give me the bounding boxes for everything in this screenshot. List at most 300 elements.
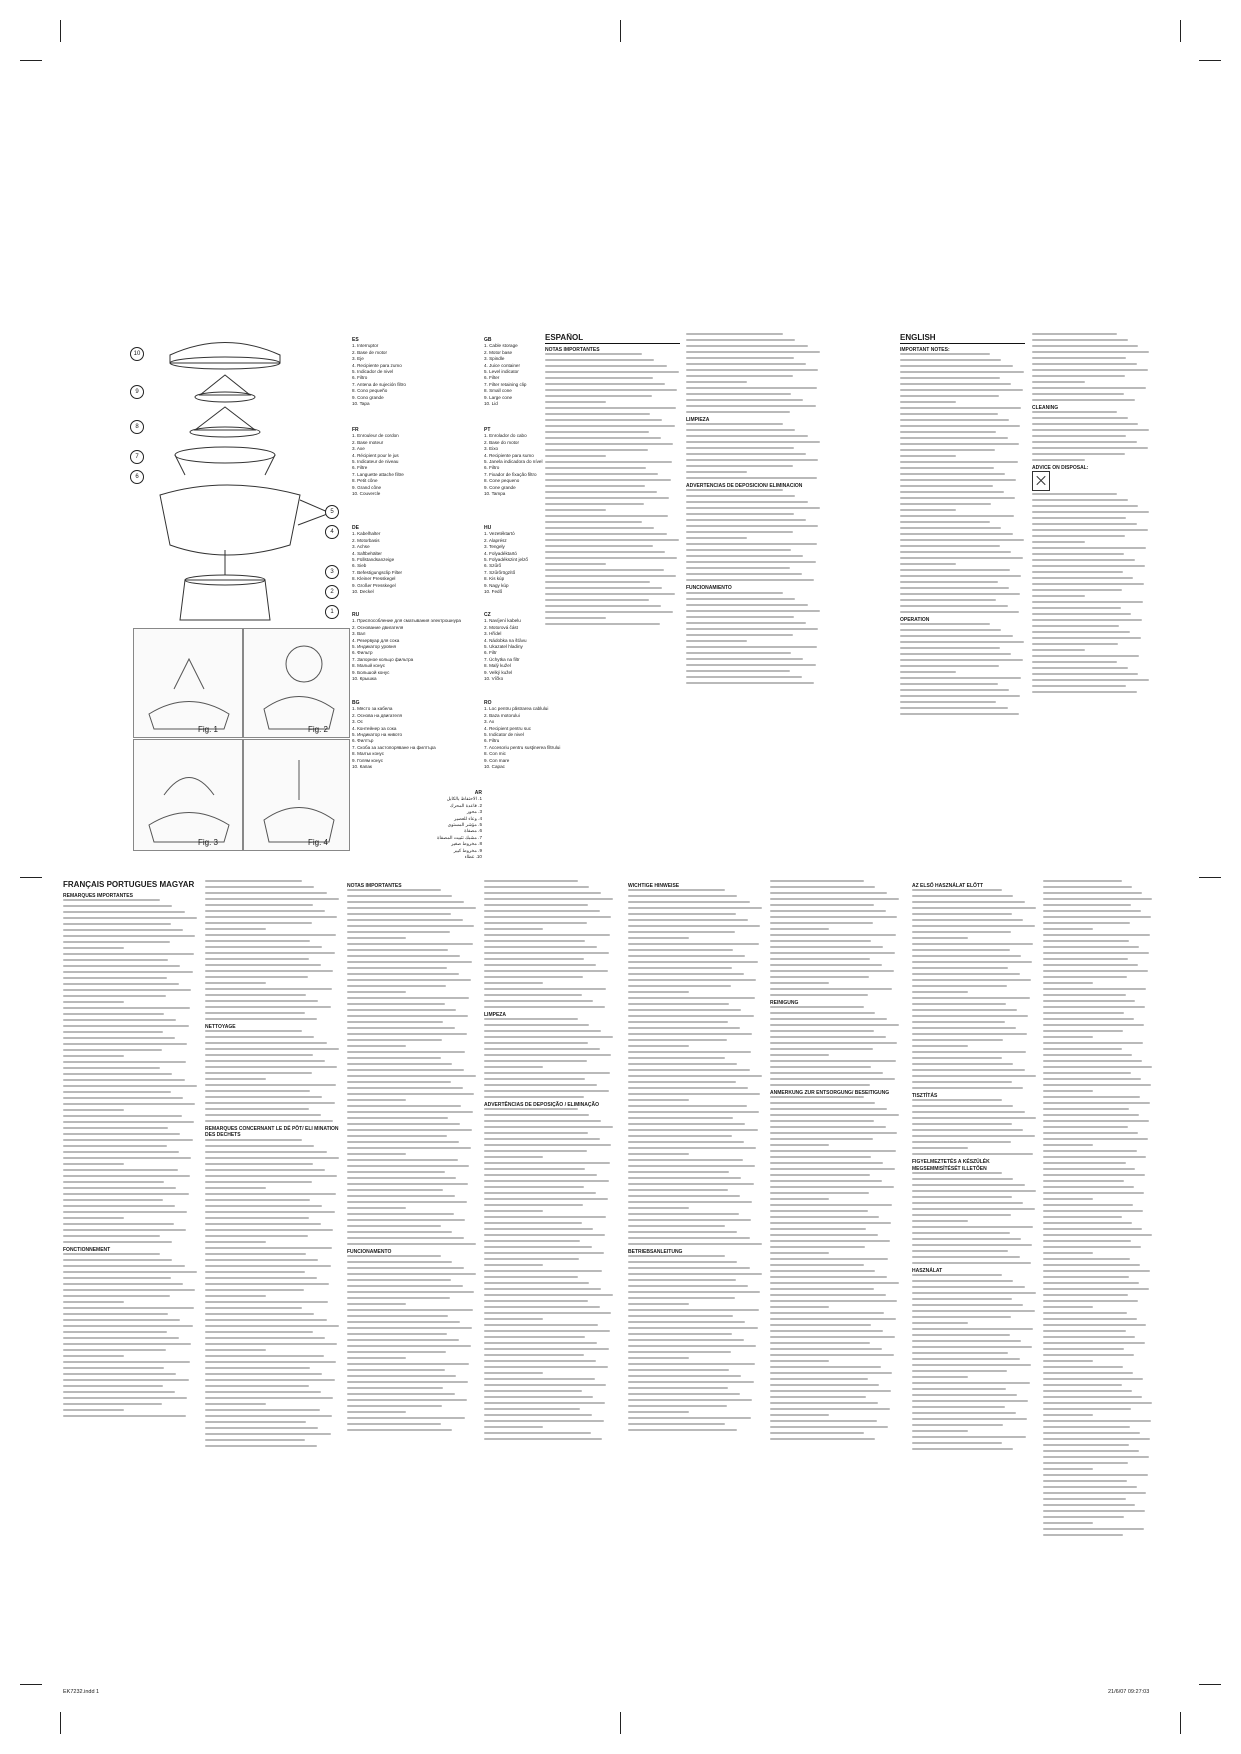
- body-text-line: [1043, 952, 1149, 954]
- body-text-line: [1043, 1102, 1150, 1104]
- body-text-line: [205, 988, 332, 990]
- body-text-line: [205, 1385, 309, 1387]
- subheading: FUNCIONAMENTO: [347, 1249, 392, 1256]
- body-text-line: [484, 1312, 611, 1314]
- body-text-line: [63, 1355, 124, 1357]
- body-text-line: [628, 1075, 762, 1077]
- body-text-line: [770, 1270, 875, 1272]
- body-text-line: [545, 527, 654, 529]
- body-text-line: [770, 922, 873, 924]
- body-text-line: [545, 605, 661, 607]
- body-text-line: [1043, 1534, 1123, 1536]
- parts-list-item: 8. Kis kúp: [484, 576, 505, 582]
- body-text-line: [900, 653, 1011, 655]
- parts-list-item: 5. Janela indicadora do nível: [484, 459, 543, 465]
- body-text-line: [1043, 1294, 1128, 1296]
- body-text-line: [770, 1324, 871, 1326]
- body-text-line: [484, 1234, 605, 1236]
- body-text-line: [63, 911, 185, 913]
- body-text-line: [1043, 1246, 1141, 1248]
- body-text-line: [1032, 601, 1143, 603]
- body-text-line: [900, 365, 1013, 367]
- body-text-line: [1032, 667, 1128, 669]
- parts-list-language-code: HU: [484, 525, 492, 531]
- body-text-line: [205, 922, 312, 924]
- body-text-line: [770, 1006, 864, 1008]
- body-text-line: [63, 1127, 168, 1129]
- body-text-line: [347, 1081, 451, 1083]
- parts-list-item: 10. Tapa: [352, 401, 370, 407]
- section-heading-es: ESPAÑOL: [545, 333, 680, 344]
- body-text-line: [770, 976, 869, 978]
- body-text-line: [1043, 1180, 1124, 1182]
- body-text-line: [63, 1001, 124, 1003]
- body-text-line: [686, 411, 790, 413]
- body-text-line: [900, 689, 1009, 691]
- parts-list-item: 4. Recipiente para zumo: [352, 362, 402, 368]
- body-text-line: [900, 503, 991, 505]
- parts-list-item: 1. Място за кабела: [352, 706, 393, 712]
- body-text-line: [628, 889, 725, 891]
- body-text-line: [484, 1300, 588, 1302]
- body-text-line: [484, 946, 597, 948]
- body-text-line: [63, 935, 195, 937]
- subheading: NETTOYAGE: [205, 1024, 236, 1030]
- portuguese-column-2: [484, 880, 614, 1650]
- body-text-line: [628, 1177, 741, 1179]
- body-text-line: [545, 617, 606, 619]
- body-text-line: [1043, 1528, 1144, 1530]
- body-text-line: [900, 413, 998, 415]
- body-text-line: [347, 1225, 441, 1227]
- body-text-line: [205, 1102, 335, 1104]
- body-text-line: [1032, 679, 1149, 681]
- subheading: REMARQUES CONCERNANT LE DÉ PÔT/ ELI MINATION DES DECHETS: [205, 1126, 339, 1139]
- parts-list-item: 8. Con mic: [484, 751, 506, 757]
- body-text-line: [63, 1091, 171, 1093]
- body-text-line: [1043, 1252, 1093, 1254]
- body-text-line: [205, 1337, 325, 1339]
- body-text-line: [545, 371, 679, 373]
- body-text-line: [484, 1378, 595, 1380]
- body-text-line: [63, 1079, 185, 1081]
- body-text-line: [1043, 1378, 1143, 1380]
- body-text-line: [1043, 1228, 1142, 1230]
- english-column-2: [1032, 333, 1150, 858]
- parts-list-item: 4. Nádobka na šťávu: [484, 637, 527, 643]
- parts-list-item: 9. Cono grande: [352, 394, 384, 400]
- parts-list-item: 9. Großer Presskegel: [352, 582, 396, 588]
- body-text-line: [686, 339, 795, 341]
- body-text-line: [1032, 381, 1085, 383]
- body-text-line: [900, 707, 1008, 709]
- body-text-line: [205, 1415, 332, 1417]
- body-text-line: [1032, 441, 1137, 443]
- body-text-line: [628, 1357, 689, 1359]
- callout-marker: 5: [325, 505, 339, 519]
- body-text-line: [686, 561, 816, 563]
- parts-list-item: 9. Con mare: [484, 757, 510, 763]
- body-text-line: [1043, 1042, 1143, 1044]
- body-text-line: [1032, 339, 1128, 341]
- body-text-line: [63, 1013, 164, 1015]
- body-text-line: [63, 1403, 162, 1405]
- body-text-line: [912, 1141, 1011, 1143]
- body-text-line: [347, 1021, 443, 1023]
- body-text-line: [1043, 1210, 1143, 1212]
- body-text-line: [63, 1049, 162, 1051]
- parts-list-item: 10. Крышка: [352, 676, 377, 682]
- body-text-line: [912, 1105, 1013, 1107]
- body-text-line: [628, 1363, 755, 1365]
- body-text-line: [347, 1219, 465, 1221]
- parts-list-item: 1. Loc pentru păstrarea cablului: [484, 706, 549, 712]
- body-text-line: [770, 1390, 891, 1392]
- body-text-line: [63, 1043, 187, 1045]
- body-text-line: [1043, 1282, 1139, 1284]
- body-text-line: [205, 976, 308, 978]
- section-heading-hu: MAGYAR: [159, 880, 195, 889]
- body-text-line: [484, 892, 601, 894]
- body-text-line: [770, 1192, 869, 1194]
- body-text-line: [900, 665, 999, 667]
- portuguese-column-1: [347, 880, 477, 1650]
- body-text-line: [770, 1204, 892, 1206]
- body-text-line: [686, 423, 783, 425]
- body-text-line: [1043, 1354, 1134, 1356]
- body-text-line: [628, 949, 733, 951]
- body-text-line: [63, 1115, 182, 1117]
- body-text-line: [770, 1234, 878, 1236]
- parts-list-item: 9. Velký kužel: [484, 669, 513, 675]
- body-text-line: [347, 1147, 471, 1149]
- body-text-line: [484, 1174, 597, 1176]
- body-text-line: [770, 1054, 829, 1056]
- body-text-line: [1043, 892, 1142, 894]
- body-text-line: [770, 1312, 884, 1314]
- parts-list-item: 2. Основа на двигателя: [352, 712, 402, 718]
- body-text-line: [770, 1408, 890, 1410]
- body-text-line: [1043, 1270, 1150, 1272]
- body-text-line: [912, 1412, 1016, 1414]
- body-text-line: [628, 1183, 754, 1185]
- parts-list-item: 8. Malý kužel: [484, 663, 511, 669]
- body-text-line: [1032, 369, 1148, 371]
- body-text-line: [912, 1220, 968, 1222]
- parts-list-item: 4. Folyadéktartó: [484, 550, 517, 556]
- body-text-line: [770, 1156, 871, 1158]
- figure-1-photo: [133, 628, 243, 738]
- section-heading-pt: PORTUGUES: [106, 880, 158, 889]
- body-text-line: [912, 913, 1012, 915]
- body-text-line: [770, 1282, 899, 1284]
- body-text-line: [1043, 1006, 1145, 1008]
- body-text-line: [900, 677, 1021, 679]
- body-text-line: [205, 1421, 306, 1423]
- body-text-line: [347, 889, 441, 891]
- body-text-line: [912, 1214, 1011, 1216]
- body-text-line: [900, 359, 1001, 361]
- body-text-line: [1032, 607, 1121, 609]
- body-text-line: [912, 1045, 968, 1047]
- body-text-line: [1043, 1468, 1093, 1470]
- body-text-line: [1032, 399, 1135, 401]
- body-text-line: [205, 1066, 337, 1068]
- body-text-line: [770, 934, 896, 936]
- body-text-line: [912, 1033, 1027, 1035]
- body-text-line: [912, 1226, 1033, 1228]
- body-text-line: [347, 1369, 445, 1371]
- body-text-line: [628, 1003, 729, 1005]
- body-text-line: [545, 623, 660, 625]
- body-text-line: [545, 563, 606, 565]
- body-text-line: [347, 1327, 472, 1329]
- body-text-line: [686, 507, 820, 509]
- body-text-line: [770, 1426, 888, 1428]
- body-text-line: [484, 1144, 611, 1146]
- parts-list-language-code: AR: [474, 790, 482, 796]
- body-text-line: [1032, 505, 1138, 507]
- body-text-line: [347, 961, 472, 963]
- body-text-line: [770, 910, 886, 912]
- parts-list-item: 4. Резервуар для сока: [352, 637, 400, 643]
- body-text-line: [1032, 345, 1138, 347]
- crop-mark: [620, 1712, 621, 1734]
- figure-label: Fig. 1: [198, 725, 219, 734]
- body-text-line: [1043, 976, 1127, 978]
- body-text-line: [1032, 517, 1126, 519]
- body-text-line: [770, 1414, 829, 1416]
- callout-marker: 6: [130, 470, 144, 484]
- parts-list-item: 6. Филтър: [352, 738, 374, 744]
- body-text-line: [205, 1361, 336, 1363]
- body-text-line: [545, 509, 606, 511]
- body-text-line: [628, 1171, 729, 1173]
- body-text-line: [484, 1336, 585, 1338]
- body-text-line: [1032, 357, 1126, 359]
- body-text-line: [770, 1258, 888, 1260]
- parts-list-item: 2. قاعدة المحرك: [449, 802, 482, 808]
- parts-list-item: 5. Folyadékszint jelző: [484, 557, 528, 563]
- body-text-line: [63, 1121, 194, 1123]
- body-text-line: [205, 1181, 312, 1183]
- body-text-line: [205, 1030, 302, 1032]
- body-text-line: [205, 1271, 305, 1273]
- body-text-line: [205, 910, 325, 912]
- body-text-line: [205, 1151, 327, 1153]
- body-text-line: [484, 1402, 605, 1404]
- body-text-line: [205, 1283, 329, 1285]
- body-text-line: [912, 1400, 1028, 1402]
- body-text-line: [912, 1123, 1012, 1125]
- body-text-line: [347, 1009, 456, 1011]
- parts-list-language-code: DE: [352, 525, 359, 531]
- parts-list-language-code: BG: [352, 700, 360, 706]
- body-text-line: [545, 485, 645, 487]
- body-text-line: [912, 1051, 1026, 1053]
- body-text-line: [912, 1208, 1035, 1210]
- body-text-line: [1043, 1486, 1137, 1488]
- body-text-line: [347, 1261, 452, 1263]
- body-text-line: [347, 1393, 455, 1395]
- body-text-line: [912, 1334, 1010, 1336]
- body-text-line: [912, 1352, 1008, 1354]
- body-text-line: [205, 1433, 331, 1435]
- body-text-line: [63, 995, 166, 997]
- body-text-line: [686, 646, 817, 648]
- body-text-line: [912, 1015, 1028, 1017]
- parts-list-item: 7. Запорное кольцо фильтра: [352, 656, 414, 662]
- parts-list-item: 7. Accesoriu pentru susţinerea filtrului: [484, 744, 561, 750]
- body-text-line: [205, 1012, 305, 1014]
- body-text-line: [545, 467, 646, 469]
- body-text-line: [1032, 637, 1141, 639]
- body-text-line: [63, 1289, 195, 1291]
- body-text-line: [484, 970, 608, 972]
- body-text-line: [545, 449, 648, 451]
- body-text-line: [1043, 1426, 1130, 1428]
- spanish-column-2: [686, 333, 821, 858]
- parts-list-es: [352, 337, 477, 425]
- body-text-line: [1032, 577, 1133, 579]
- body-text-line: [628, 1291, 760, 1293]
- body-text-line: [770, 1102, 875, 1104]
- body-text-line: [484, 1414, 592, 1416]
- body-text-line: [484, 1318, 543, 1320]
- body-text-line: [912, 1244, 1032, 1246]
- body-text-line: [686, 453, 806, 455]
- body-text-line: [912, 1202, 1023, 1204]
- parts-list-item: 7. Befestigungsclip Filter: [352, 569, 403, 575]
- body-text-line: [484, 1390, 582, 1392]
- body-text-line: [484, 982, 543, 984]
- parts-list-item: 2. Motorová část: [484, 624, 518, 630]
- body-text-line: [484, 1024, 589, 1026]
- body-text-line: [63, 1397, 187, 1399]
- body-text-line: [63, 929, 183, 931]
- body-text-line: [628, 973, 744, 975]
- body-text-line: [912, 1298, 1012, 1300]
- body-text-line: [205, 1307, 302, 1309]
- print-slug-right: 21/6/07 09:27:03: [1108, 1689, 1150, 1695]
- body-text-line: [912, 1039, 1003, 1041]
- callout-marker: 2: [325, 585, 339, 599]
- body-text-line: [205, 904, 313, 906]
- body-text-line: [912, 1075, 1036, 1077]
- parts-list-item: 3. Tengely: [484, 544, 505, 550]
- body-text-line: [900, 515, 1014, 517]
- body-text-line: [63, 1031, 163, 1033]
- body-text-line: [912, 1424, 1003, 1426]
- body-text-line: [347, 1129, 472, 1131]
- body-text-line: [686, 610, 820, 612]
- body-text-line: [628, 1165, 755, 1167]
- body-text-line: [1043, 1036, 1093, 1038]
- body-text-line: [484, 1036, 613, 1038]
- body-text-line: [1043, 1360, 1093, 1362]
- body-text-line: [770, 1222, 891, 1224]
- subheading: ADVICE ON DISPOSAL:: [1032, 465, 1089, 472]
- body-text-line: [900, 671, 956, 673]
- body-text-line: [628, 895, 737, 897]
- body-text-line: [205, 1325, 339, 1327]
- body-text-line: [770, 1126, 886, 1128]
- body-text-line: [912, 907, 1036, 909]
- body-text-line: [347, 1105, 461, 1107]
- body-text-line: [1043, 982, 1093, 984]
- body-text-line: [912, 991, 968, 993]
- body-text-line: [63, 1067, 160, 1069]
- body-text-line: [63, 1367, 164, 1369]
- body-text-line: [347, 1045, 406, 1047]
- body-text-line: [484, 1156, 543, 1158]
- body-text-line: [205, 1289, 304, 1291]
- body-text-line: [628, 1039, 727, 1041]
- body-text-line: [63, 1259, 172, 1261]
- parts-list-item: 3. Eixo: [484, 446, 499, 452]
- subheading: LIMPEZA: [484, 1012, 506, 1018]
- parts-list-item: 10. Tampa: [484, 491, 506, 497]
- body-text-line: [912, 979, 1031, 981]
- body-text-line: [686, 676, 802, 678]
- body-text-line: [205, 1163, 313, 1165]
- subheading: WICHTIGE HINWEISE: [628, 883, 680, 889]
- body-text-line: [912, 967, 1008, 969]
- parts-list-ru: [352, 612, 477, 700]
- body-text-line: [205, 1301, 328, 1303]
- body-text-line: [1032, 619, 1142, 621]
- body-text-line: [912, 1027, 1016, 1029]
- body-text-line: [484, 1042, 588, 1044]
- body-text-line: [628, 1273, 762, 1275]
- body-text-line: [628, 913, 736, 915]
- crop-mark: [60, 20, 61, 42]
- body-text-line: [628, 1189, 728, 1191]
- body-text-line: [205, 1319, 327, 1321]
- parts-list-item: 6. Filtr: [484, 650, 497, 656]
- body-text-line: [628, 979, 756, 981]
- body-text-line: [347, 913, 451, 915]
- body-text-line: [1032, 375, 1125, 377]
- parts-list-de: [352, 525, 477, 613]
- body-text-line: [63, 1103, 195, 1105]
- body-text-line: [484, 1114, 589, 1116]
- parts-list-item: 9. مخروط كبير: [453, 847, 482, 853]
- body-text-line: [686, 640, 747, 642]
- body-text-line: [484, 1432, 591, 1434]
- body-text-line: [628, 1333, 732, 1335]
- body-text-line: [63, 1253, 160, 1255]
- body-text-line: [770, 1318, 896, 1320]
- body-text-line: [484, 952, 609, 954]
- body-text-line: [63, 1319, 180, 1321]
- parts-list-item: 5. Level indicator: [484, 369, 519, 375]
- body-text-line: [900, 395, 999, 397]
- body-text-line: [484, 934, 610, 936]
- body-text-line: [900, 371, 1024, 373]
- body-text-line: [912, 997, 1030, 999]
- parts-list-item: 4. Saftbehälter: [352, 550, 382, 556]
- parts-list-item: 7. Úchytka na filtr: [484, 656, 520, 662]
- body-text-line: [63, 899, 160, 901]
- body-text-line: [770, 904, 874, 906]
- body-text-line: [205, 1120, 333, 1122]
- body-text-line: [205, 1367, 310, 1369]
- body-text-line: [1043, 1522, 1093, 1524]
- figure-label: Fig. 3: [198, 838, 219, 847]
- subheading: LIMPIEZA: [686, 417, 710, 423]
- body-text-line: [1043, 1018, 1134, 1020]
